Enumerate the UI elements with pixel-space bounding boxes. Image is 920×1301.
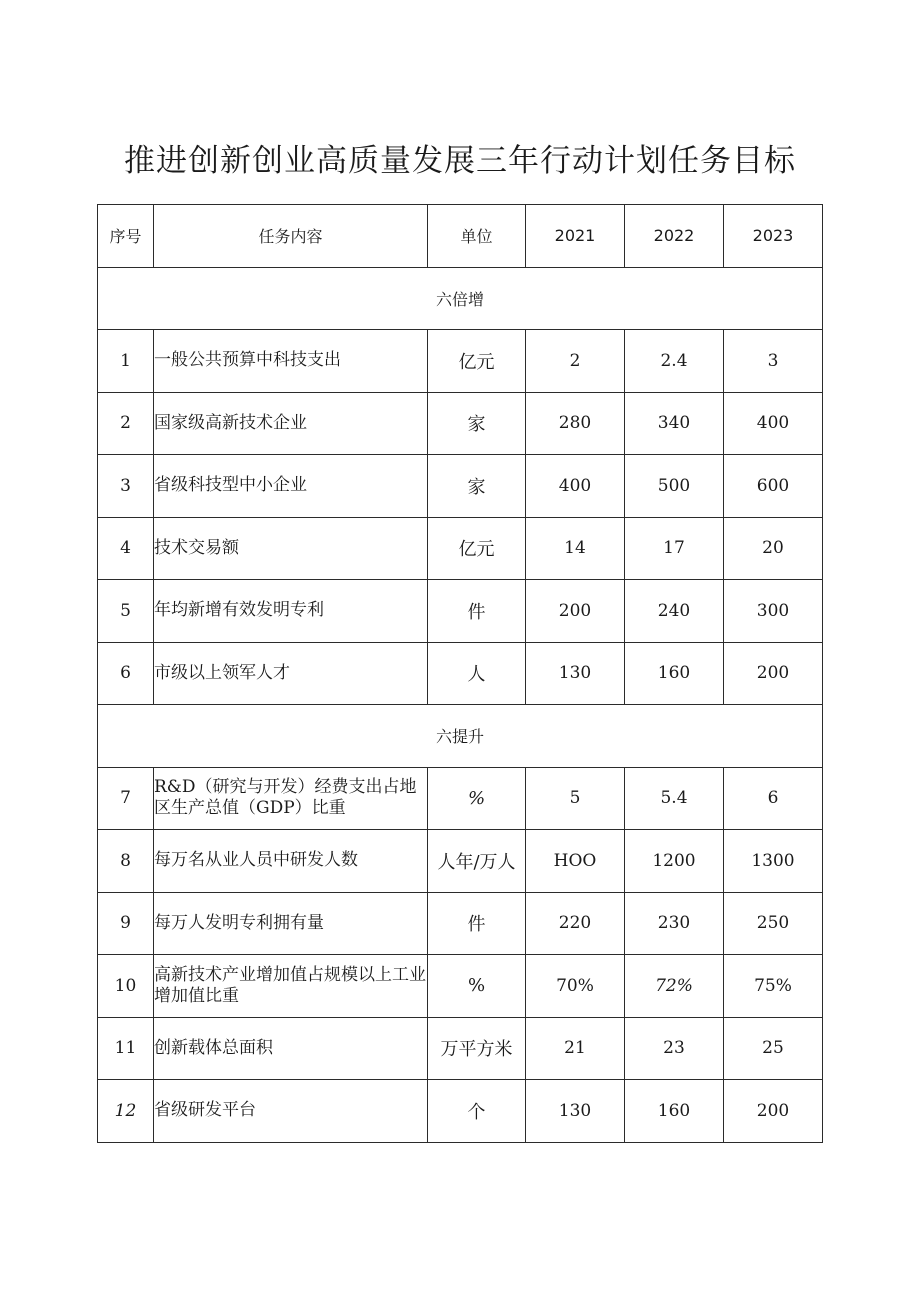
row-2021: 200	[526, 580, 625, 643]
row-2022: 2.4	[625, 330, 724, 393]
row-2023: 600	[724, 455, 823, 518]
row-task: 技术交易额	[154, 517, 428, 580]
row-2022: 160	[625, 642, 724, 705]
table-row	[98, 767, 823, 830]
row-seq: 10	[98, 955, 154, 1018]
table-row	[98, 830, 823, 893]
row-task: 每万人发明专利拥有量	[154, 892, 428, 955]
row-task: 每万名从业人员中研发人数	[154, 830, 428, 893]
row-seq: 7	[98, 767, 154, 830]
row-2023: 250	[724, 892, 823, 955]
row-task: 一般公共预算中科技支出	[154, 330, 428, 393]
row-seq: 11	[98, 1017, 154, 1080]
row-2021: 21	[526, 1017, 625, 1080]
row-2023: 20	[724, 517, 823, 580]
table-row	[98, 955, 823, 1018]
table-row	[98, 892, 823, 955]
row-2023: 200	[724, 642, 823, 705]
row-2023: 300	[724, 580, 823, 643]
table-row	[98, 392, 823, 455]
row-2021: 70%	[526, 955, 625, 1018]
header-seq: 序号	[98, 205, 154, 268]
row-seq: 5	[98, 580, 154, 643]
row-seq: 3	[98, 455, 154, 518]
row-2022: 160	[625, 1080, 724, 1143]
row-task: R&D（研究与开发）经费支出占地区生产总值（GDP）比重	[154, 767, 428, 830]
row-unit: %	[428, 955, 526, 1018]
row-seq: 4	[98, 517, 154, 580]
section-row	[98, 267, 823, 330]
row-task: 国家级高新技术企业	[154, 392, 428, 455]
row-unit: 个	[428, 1080, 526, 1143]
row-task: 省级科技型中小企业	[154, 455, 428, 518]
row-2021: 130	[526, 1080, 625, 1143]
row-unit: 家	[428, 392, 526, 455]
row-task: 市级以上领军人才	[154, 642, 428, 705]
section-title: 六提升	[98, 705, 823, 768]
row-unit: 人	[428, 642, 526, 705]
row-2021: 280	[526, 392, 625, 455]
row-2022: 5.4	[625, 767, 724, 830]
row-unit: 件	[428, 580, 526, 643]
row-2021: 5	[526, 767, 625, 830]
section-row	[98, 705, 823, 768]
row-task: 年均新增有效发明专利	[154, 580, 428, 643]
row-2023: 3	[724, 330, 823, 393]
header-unit: 单位	[428, 205, 526, 268]
table-row	[98, 580, 823, 643]
row-unit: %	[428, 767, 526, 830]
row-task: 创新载体总面积	[154, 1017, 428, 1080]
row-2021: 14	[526, 517, 625, 580]
header-2022: 2022	[625, 205, 724, 268]
row-2021: 220	[526, 892, 625, 955]
section-title: 六倍增	[98, 267, 823, 330]
header-2021: 2021	[526, 205, 625, 268]
row-seq: 12	[98, 1080, 154, 1143]
table-row	[98, 1017, 823, 1080]
row-2023: 25	[724, 1017, 823, 1080]
row-task: 省级研发平台	[154, 1080, 428, 1143]
row-2021: HOO	[526, 830, 625, 893]
row-seq: 9	[98, 892, 154, 955]
row-unit: 亿元	[428, 517, 526, 580]
page-title: 推进创新创业高质量发展三年行动计划任务目标	[124, 143, 796, 179]
row-seq: 8	[98, 830, 154, 893]
row-seq: 2	[98, 392, 154, 455]
row-unit: 件	[428, 892, 526, 955]
row-2022: 240	[625, 580, 724, 643]
row-2023: 1300	[724, 830, 823, 893]
row-2021: 2	[526, 330, 625, 393]
row-2022: 23	[625, 1017, 724, 1080]
table-row	[98, 455, 823, 518]
row-seq: 1	[98, 330, 154, 393]
row-2022: 72%	[625, 955, 724, 1018]
row-2022: 17	[625, 517, 724, 580]
header-2023: 2023	[724, 205, 823, 268]
row-unit: 家	[428, 455, 526, 518]
table-row	[98, 517, 823, 580]
row-2022: 340	[625, 392, 724, 455]
header-task: 任务内容	[154, 205, 428, 268]
row-2022: 230	[625, 892, 724, 955]
row-2021: 130	[526, 642, 625, 705]
row-unit: 亿元	[428, 330, 526, 393]
row-2023: 75%	[724, 955, 823, 1018]
row-task: 高新技术产业增加值占规模以上工业增加值比重	[154, 955, 428, 1018]
row-2022: 500	[625, 455, 724, 518]
row-2023: 6	[724, 767, 823, 830]
row-2023: 200	[724, 1080, 823, 1143]
row-2022: 1200	[625, 830, 724, 893]
task-target-table	[97, 204, 823, 1143]
row-unit: 万平方米	[428, 1017, 526, 1080]
table-row	[98, 642, 823, 705]
row-2023: 400	[724, 392, 823, 455]
row-unit: 人年/万人	[428, 830, 526, 893]
table-row	[98, 1080, 823, 1143]
table-header-row	[98, 205, 823, 268]
row-2021: 400	[526, 455, 625, 518]
table-row	[98, 330, 823, 393]
row-seq: 6	[98, 642, 154, 705]
